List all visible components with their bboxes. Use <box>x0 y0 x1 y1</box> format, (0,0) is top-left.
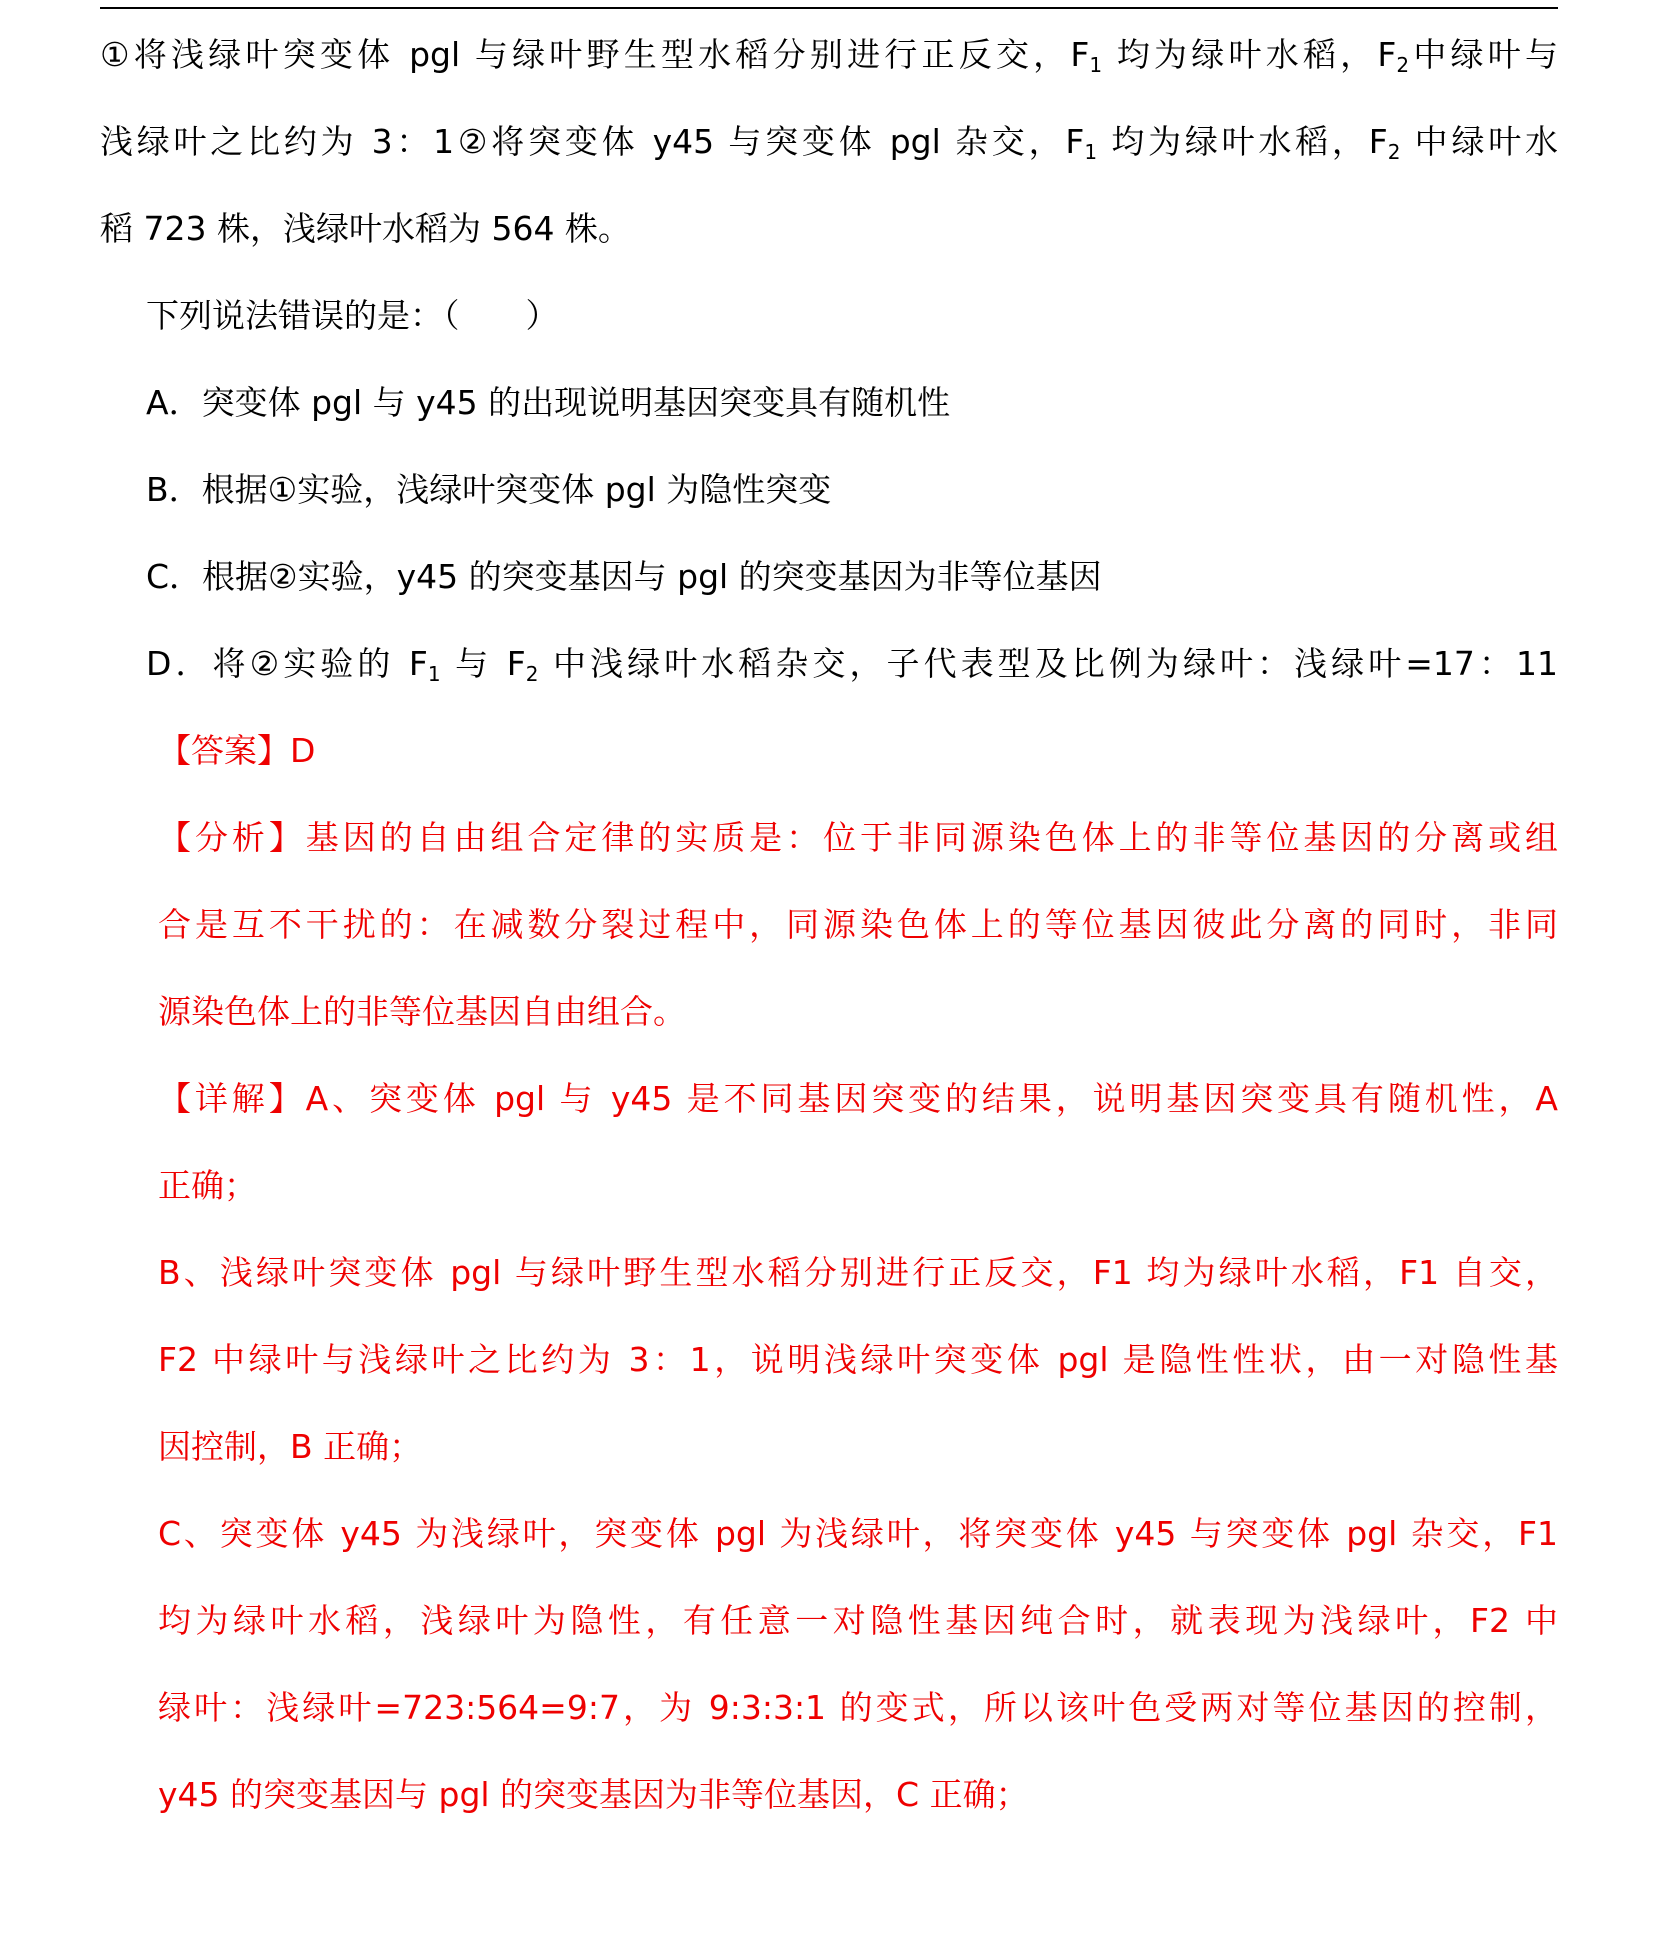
answer-line <box>158 727 315 775</box>
detail-tag: 【详解】 <box>158 1079 306 1118</box>
detail-line-4: F2 中绿叶与浅绿叶之比约为 3：1，说明浅绿叶突变体 pgl 是隐性性状，由一对隐性基 <box>158 1340 1558 1379</box>
detail-line-2: 正确； <box>158 1166 257 1205</box>
answer-tag: 【答案】 <box>158 731 290 770</box>
answer-value: D <box>290 731 316 770</box>
question-stem-line-2: 浅绿叶之比约为 3：1②将突变体 y45 与突变体 pgl 杂交，$F_1$ 均为绿叶水稻，$F_2$ 中绿叶水 <box>100 122 1558 164</box>
option-d: D．将②实验的 $F_1$ 与 $F_2$ 中浅绿叶水稻杂交，子代表型及比例为绿叶：浅绿叶=17：11 <box>146 644 1559 686</box>
option-a: A．突变体 pgl 与 y45 的出现说明基因突变具有随机性 <box>146 383 951 422</box>
detail-line-1: 【详解】A、突变体 pgl 与 y45 是不同基因突变的结果，说明基因突变具有随机性，A <box>158 1079 1558 1118</box>
question-prompt: 下列说法错误的是：（ ） <box>146 296 559 335</box>
detail-line-8: 绿叶：浅绿叶=723:564=9:7，为 9:3:3:1 的变式，所以该叶色受两对等位基因的控制， <box>158 1688 1558 1727</box>
option-c: C．根据②实验，y45 的突变基因与 pgl 的突变基因为非等位基因 <box>146 557 1102 596</box>
detail-line-6: C、突变体 y45 为浅绿叶，突变体 pgl 为浅绿叶，将突变体 y45 与突变体 pgl 杂交，F1 <box>158 1514 1558 1553</box>
question-stem-line-3: 稻 723 株，浅绿叶水稻为 564 株。 <box>100 209 631 248</box>
analysis-line-2: 合是互不干扰的：在减数分裂过程中，同源染色体上的等位基因彼此分离的同时，非同 <box>158 905 1558 944</box>
option-b: B．根据①实验，浅绿叶突变体 pgl 为隐性突变 <box>146 470 832 509</box>
analysis-line-1: 【分析】基因的自由组合定律的实质是：位于非同源染色体上的非等位基因的分离或组 <box>158 818 1559 857</box>
detail-line-9: y45 的突变基因与 pgl 的突变基因为非等位基因，C 正确； <box>158 1775 1029 1814</box>
detail-line-7: 均为绿叶水稻，浅绿叶为隐性，有任意一对隐性基因纯合时，就表现为浅绿叶，F2 中 <box>158 1601 1558 1640</box>
analysis-line-3: 源染色体上的非等位基因自由组合。 <box>158 992 686 1031</box>
header-rule <box>100 7 1558 9</box>
detail-line-5: 因控制，B 正确； <box>158 1427 423 1466</box>
question-stem-line-1: ①将浅绿叶突变体 pgl 与绿叶野生型水稻分别进行正反交，$F_1$ 均为绿叶水稻，$F_2$中绿叶与 <box>100 35 1558 77</box>
detail-line-3: B、浅绿叶突变体 pgl 与绿叶野生型水稻分别进行正反交，F1 均为绿叶水稻，F1 自交， <box>158 1253 1558 1292</box>
analysis-tag: 【分析】 <box>158 818 306 857</box>
